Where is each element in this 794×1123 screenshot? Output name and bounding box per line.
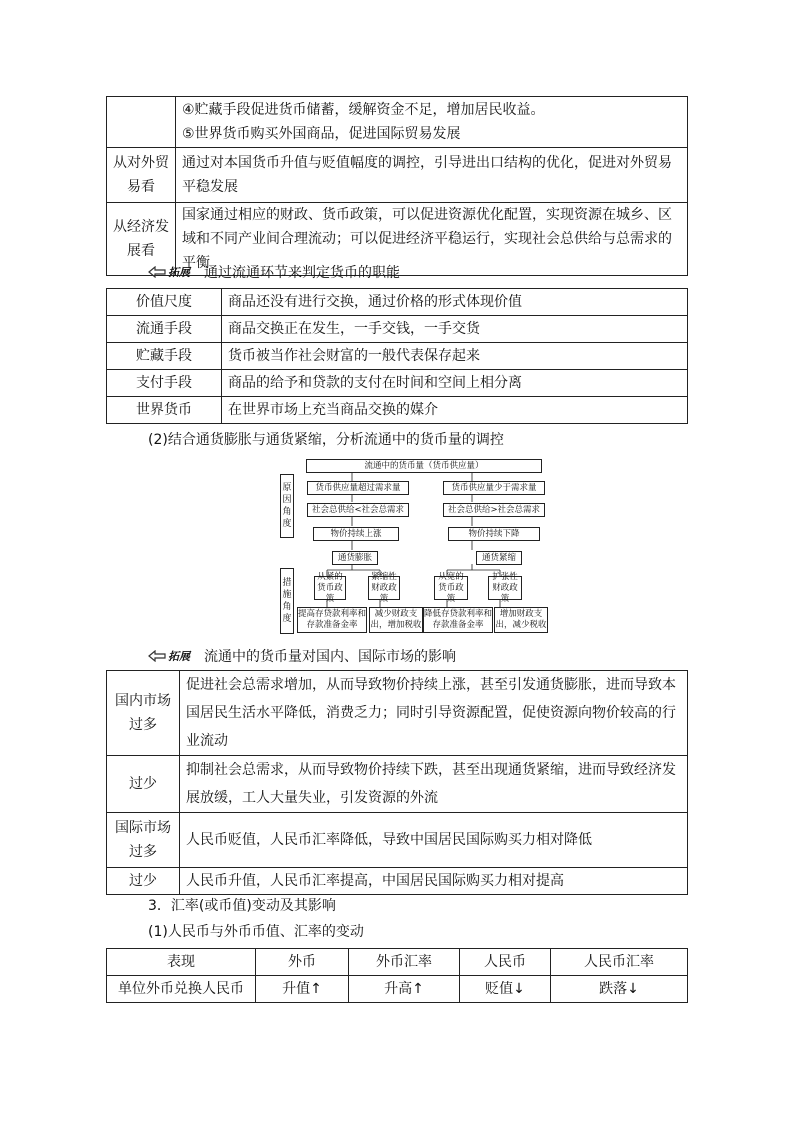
table-cell: 贬值↓ [460, 976, 551, 1003]
table-row [107, 148, 688, 203]
row-label: 国际市场过多 [107, 813, 180, 868]
flow-left-cut-spending: 减少财政支出，增加税收 [369, 607, 423, 633]
table-row [107, 868, 688, 895]
flow-left-inflation: 通货膨胀 [332, 551, 378, 565]
function-name: 世界货币 [107, 397, 222, 424]
flow-side-measure: 措施角度 [280, 568, 294, 634]
row-content: 促进社会总需求增加，从而导致物价持续上涨，甚至引发通货膨胀，进而导致本国居民生活水平降低，消费乏力；同时引导资源配置，促使资源向物价较高的行业流动 [180, 671, 688, 756]
row-label [107, 97, 176, 148]
money-supply-flowchart [280, 456, 548, 636]
col-header: 人民币汇率 [551, 949, 688, 976]
row-label: 过少 [107, 756, 180, 813]
flow-left-tight-monetary: 从紧的货币政策 [314, 576, 346, 600]
section-heading: (2)结合通货膨胀与通货紧缩，分析流通中的货币量的调控 [148, 432, 504, 448]
flow-left-excess-supply: 货币供应量超过需求量 [307, 481, 409, 495]
table-row [107, 316, 688, 343]
flow-right-deflation: 通货紧缩 [476, 551, 522, 565]
flow-right-price-fall: 物价持续下降 [448, 527, 540, 541]
table-currency-function-continued [106, 96, 688, 276]
flow-right-raise-spending: 增加财政支出，减少税收 [494, 607, 548, 633]
row-label: 从对外贸易看 [107, 148, 176, 203]
flow-side-cause: 原因角度 [280, 474, 294, 538]
function-desc: 商品还没有进行交换，通过价格的形式体现价值 [222, 289, 688, 316]
table-row [107, 397, 688, 424]
function-desc: 商品的给予和贷款的支付在时间和空间上相分离 [222, 370, 688, 397]
table-cell: 升值↑ [256, 976, 349, 1003]
table-cell: 单位外币兑换人民币 [107, 976, 256, 1003]
section-heading: 3．汇率(或币值)变动及其影响 [148, 898, 336, 914]
flow-right-supply-gt-demand: 社会总供给>社会总需求 [443, 503, 545, 517]
function-name: 价值尺度 [107, 289, 222, 316]
flow-left-tight-fiscal: 紧缩性财政政策 [368, 576, 400, 600]
table-row [107, 756, 688, 813]
function-desc: 货币被当作社会财富的一般代表保存起来 [222, 343, 688, 370]
flow-left-raise-rates: 提高存贷款利率和存款准备金率 [297, 607, 367, 633]
row-label: 过少 [107, 868, 180, 895]
row-content: 人民币升值，人民币汇率提高，中国居民国际购买力相对提高 [180, 868, 688, 895]
row-content: 人民币贬值，人民币汇率降低，导致中国居民国际购买力相对降低 [180, 813, 688, 868]
extension-header [148, 262, 400, 282]
function-name: 支付手段 [107, 370, 222, 397]
row-content: 抑制社会总需求，从而导致物价持续下跌，甚至出现通货紧缩，进而导致经济发展放缓，工人大量失业，引发资源的外流 [180, 756, 688, 813]
flow-left-supply-lt-demand: 社会总供给<社会总需求 [307, 503, 409, 517]
table-cell: 跌落↓ [551, 976, 688, 1003]
extension-title: 通过流通环节来判定货币的职能 [204, 265, 400, 281]
row-content [176, 97, 688, 148]
table-currency-functions [106, 288, 688, 424]
col-header: 表现 [107, 949, 256, 976]
function-name: 贮藏手段 [107, 343, 222, 370]
content-line: ⑤世界货币购买外国商品，促进国际贸易发展 [182, 126, 461, 142]
row-label: 从经济发展看 [107, 203, 176, 276]
table-exchange-rate [106, 948, 688, 1003]
table-row [107, 343, 688, 370]
col-header: 外币 [256, 949, 349, 976]
row-label: 国内市场过多 [107, 671, 180, 756]
extension-title: 流通中的货币量对国内、国际市场的影响 [204, 649, 456, 665]
function-name: 流通手段 [107, 316, 222, 343]
table-header-row [107, 949, 688, 976]
col-header: 人民币 [460, 949, 551, 976]
subsection-heading: (1)人民币与外币币值、汇率的变动 [148, 924, 364, 940]
flow-left-price-rise: 物价持续上涨 [313, 527, 399, 541]
table-row [107, 289, 688, 316]
table-market-impact [106, 670, 688, 895]
table-row [107, 671, 688, 756]
flow-right-lower-rates: 降低存贷款利率和存款准备金率 [423, 607, 493, 633]
function-desc: 在世界市场上充当商品交换的媒介 [222, 397, 688, 424]
row-content: 国家通过相应的财政、货币政策，可以促进资源优化配置，实现资源在城乡、区域和不同产业间合理流动；可以促进经济平稳运行，实现社会总供给与总需求的平衡 [176, 203, 688, 276]
extension-icon: 拓展 [148, 648, 190, 664]
table-row [107, 976, 688, 1003]
function-desc: 商品交换正在发生，一手交钱，一手交货 [222, 316, 688, 343]
flow-right-short-supply: 货币供应量少于需求量 [443, 481, 545, 495]
flow-right-loose-monetary: 从宽的货币政策 [434, 576, 468, 600]
extension-header [148, 646, 456, 666]
row-content: 通过对本国货币升值与贬值幅度的调控，引导进出口结构的优化，促进对外贸易平稳发展 [176, 148, 688, 203]
content-line: ④贮藏手段促进货币储蓄，缓解资金不足，增加居民收益。 [182, 102, 545, 118]
table-row [107, 370, 688, 397]
flow-right-expansionary-fiscal: 扩张性财政政策 [488, 576, 522, 600]
table-row [107, 813, 688, 868]
table-cell: 升高↑ [349, 976, 460, 1003]
extension-icon: 拓展 [148, 264, 190, 280]
flow-top-box: 流通中的货币量（货币供应量） [306, 459, 542, 473]
col-header: 外币汇率 [349, 949, 460, 976]
table-row [107, 97, 688, 148]
